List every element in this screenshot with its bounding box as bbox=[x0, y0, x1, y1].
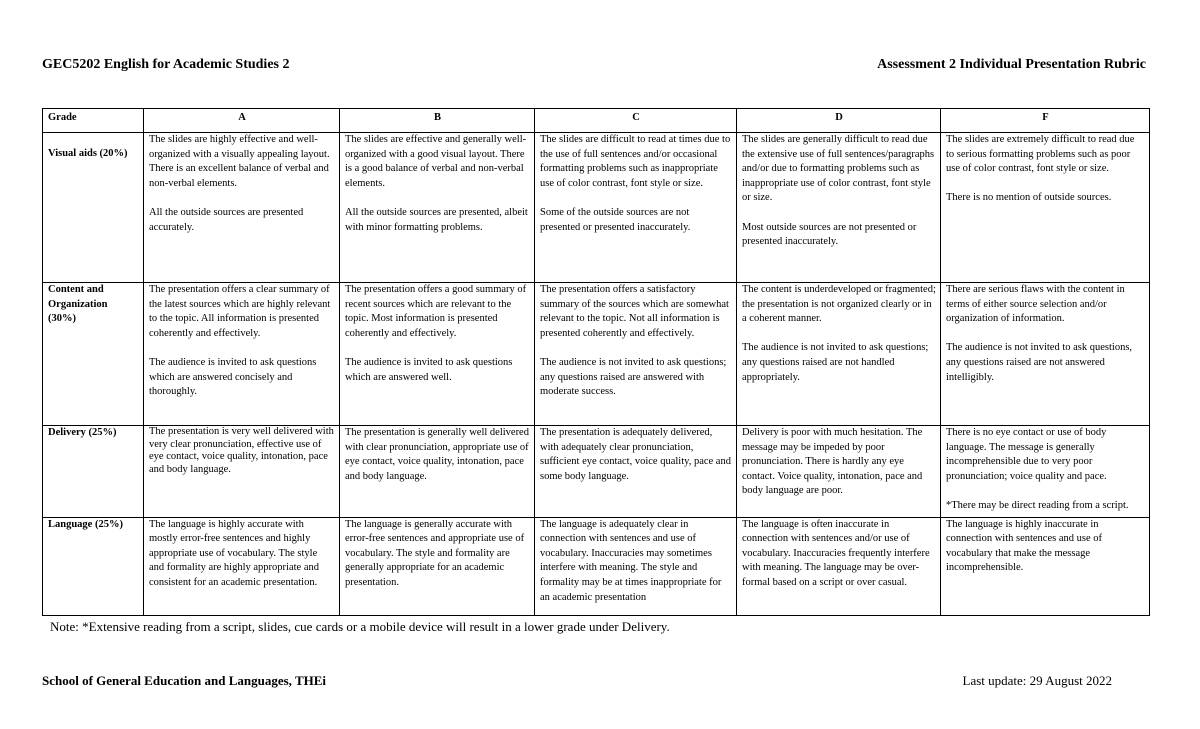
table-row bbox=[43, 283, 1150, 426]
table-cell bbox=[340, 133, 535, 283]
table-cell bbox=[144, 517, 340, 615]
cell-paragraph: The presentation offers a clear summary of the latest sources which are highly relevant to the topic. All information is presented coherently and effectively. bbox=[149, 284, 331, 339]
column-header-b: B bbox=[340, 109, 535, 133]
table-cell bbox=[340, 426, 535, 518]
cell-paragraph: There is no mention of outside sources. bbox=[946, 192, 1112, 204]
column-header-a: A bbox=[144, 109, 340, 133]
cell-paragraph: Most outside sources are not presented or presented inaccurately. bbox=[742, 221, 917, 248]
rubric-title: Assessment 2 Individual Presentation Rubric bbox=[877, 57, 1146, 72]
table-cell bbox=[340, 283, 535, 426]
cell-paragraph: The slides are highly effective and well-organized with a visually appealing layout. There is an excellent balance of verbal and non-verbal elements. bbox=[149, 134, 330, 189]
cell-paragraph: The slides are effective and generally well-organized with a good visual layout. There is a good balance of verbal and non-verbal elements. bbox=[345, 134, 527, 189]
table-row bbox=[43, 517, 1150, 615]
column-header-f: F bbox=[941, 109, 1150, 133]
cell-paragraph: The presentation offers a satisfactory summary of the sources which are somewhat relevant to the topic. Not all information is presented coherently and effectively. bbox=[540, 284, 729, 339]
table-cell bbox=[535, 426, 737, 518]
cell-paragraph: The slides are difficult to read at times due to the use of full sentences and/or occasional formatting problems such as inappropriate use of color contrast, font style or size. bbox=[540, 134, 731, 189]
table-cell bbox=[941, 517, 1150, 615]
cell-paragraph: Delivery is poor with much hesitation. The message may be impeded by poor pronunciation. There is hardly any eye contact. Voice quality, intonation, pace and body language are poor. bbox=[742, 427, 923, 497]
criterion-content-organization: Content and Organization (30%) bbox=[43, 283, 144, 426]
table-cell bbox=[737, 426, 941, 518]
table-cell bbox=[144, 283, 340, 426]
criterion-visual-aids: Visual aids (20%) bbox=[43, 133, 144, 283]
cell-paragraph: The audience is invited to ask questions which are answered concisely and thoroughly. bbox=[149, 356, 317, 398]
cell-paragraph: The language is generally accurate with error-free sentences and appropriate use of vocabulary. The style and formality are generally appropriate for an academic presentation. bbox=[345, 518, 525, 588]
cell-paragraph: The language is adequately clear in connection with sentences and use of vocabulary. Inaccuracies may sometimes interfere with meaning. The style and formality may be at times inappropriate for an academic presentation bbox=[540, 518, 722, 603]
table-cell bbox=[535, 133, 737, 283]
table-cell bbox=[737, 133, 941, 283]
cell-paragraph: The audience is invited to ask questions which are answered well. bbox=[345, 356, 513, 383]
criterion-delivery: Delivery (25%) bbox=[43, 426, 144, 518]
table-row bbox=[43, 426, 1150, 518]
cell-paragraph: The slides are extremely difficult to read due to serious formatting problems such as poor use of color contrast, font style or size. bbox=[946, 134, 1135, 175]
document-title: GEC5202 English for Academic Studies 2 bbox=[42, 57, 290, 72]
table-header-row bbox=[43, 109, 1150, 133]
cell-paragraph: The presentation offers a good summary of recent sources which are relevant to the topic. Most information is presented coherently and effectively. bbox=[345, 284, 527, 339]
delivery-note: Note: *Extensive reading from a script, slides, cue cards or a mobile device will result in a lower grade under Delivery. bbox=[50, 619, 670, 634]
cell-paragraph: There are serious flaws with the content in terms of either source selection and/or organization of information. bbox=[946, 284, 1125, 325]
cell-paragraph: There is no eye contact or use of body language. The message is generally incomprehensible due to very poor pronunciation; voice quality and pace. bbox=[946, 427, 1107, 482]
footer-last-update: Last update: 29 August 2022 bbox=[962, 673, 1112, 688]
cell-paragraph: *There may be direct reading from a script. bbox=[946, 499, 1129, 511]
cell-paragraph: All the outside sources are presented accurately. bbox=[149, 206, 304, 233]
table-cell bbox=[941, 133, 1150, 283]
table-cell bbox=[941, 426, 1150, 518]
cell-paragraph: The slides are generally difficult to read due the extensive use of full sentences/paragraphs and/or due to formatting problems such as inappropriate use of color contrast, font style or size. bbox=[742, 134, 935, 204]
cell-paragraph: The audience is not invited to ask questions; any questions raised are answered with moderate success. bbox=[540, 356, 727, 398]
cell-paragraph: Some of the outside sources are not presented or presented inaccurately. bbox=[540, 206, 691, 233]
cell-paragraph: The language is highly accurate with mostly error-free sentences and highly appropriate use of vocabulary. The style and formality are highly appropriate and consistent for an academic presentation. bbox=[149, 518, 319, 588]
rubric-table bbox=[42, 108, 1150, 616]
cell-paragraph: The presentation is adequately delivered, with adequately clear pronunciation, sufficient eye contact, voice quality, pace and some body language. bbox=[540, 427, 731, 482]
table-row bbox=[43, 133, 1150, 283]
column-header-d: D bbox=[737, 109, 941, 133]
cell-paragraph: The audience is not invited to ask questions; any questions raised are not handled appropriately. bbox=[742, 342, 929, 383]
column-header-grade: Grade bbox=[43, 109, 144, 133]
footer-school: School of General Education and Languages, THEi bbox=[42, 673, 327, 688]
criterion-language: Language (25%) bbox=[43, 517, 144, 615]
table-cell bbox=[737, 283, 941, 426]
cell-paragraph: The presentation is generally well delivered with clear pronunciation, appropriate use of eye contact, voice quality, intonation, pace and body language. bbox=[345, 427, 529, 482]
table-cell bbox=[535, 517, 737, 615]
column-header-c: C bbox=[535, 109, 737, 133]
table-cell bbox=[144, 133, 340, 283]
table-cell bbox=[340, 517, 535, 615]
cell-paragraph: All the outside sources are presented, albeit with minor formatting problems. bbox=[345, 206, 528, 233]
table-cell bbox=[737, 517, 941, 615]
table-cell bbox=[535, 283, 737, 426]
cell-paragraph: The audience is not invited to ask questions, any questions raised are not answered intelligibly. bbox=[946, 342, 1133, 383]
table-cell bbox=[144, 426, 340, 518]
table-cell bbox=[941, 283, 1150, 426]
cell-paragraph: The language is highly inaccurate in connection with sentences and use of vocabulary that make the message incomprehensible. bbox=[946, 518, 1102, 574]
cell-paragraph: The content is underdeveloped or fragmented; the presentation is not organized clearly or in a coherent manner. bbox=[742, 284, 936, 325]
cell-paragraph: The language is often inaccurate in connection with sentences and/or use of vocabulary. Inaccuracies frequently interfere with meaning. The language may be over-formal based on a script or over casual. bbox=[742, 518, 930, 588]
cell-paragraph: The presentation is very well delivered with very clear pronunciation, effective use of eye contact, voice quality, intonation, pace and body language. bbox=[149, 426, 334, 475]
